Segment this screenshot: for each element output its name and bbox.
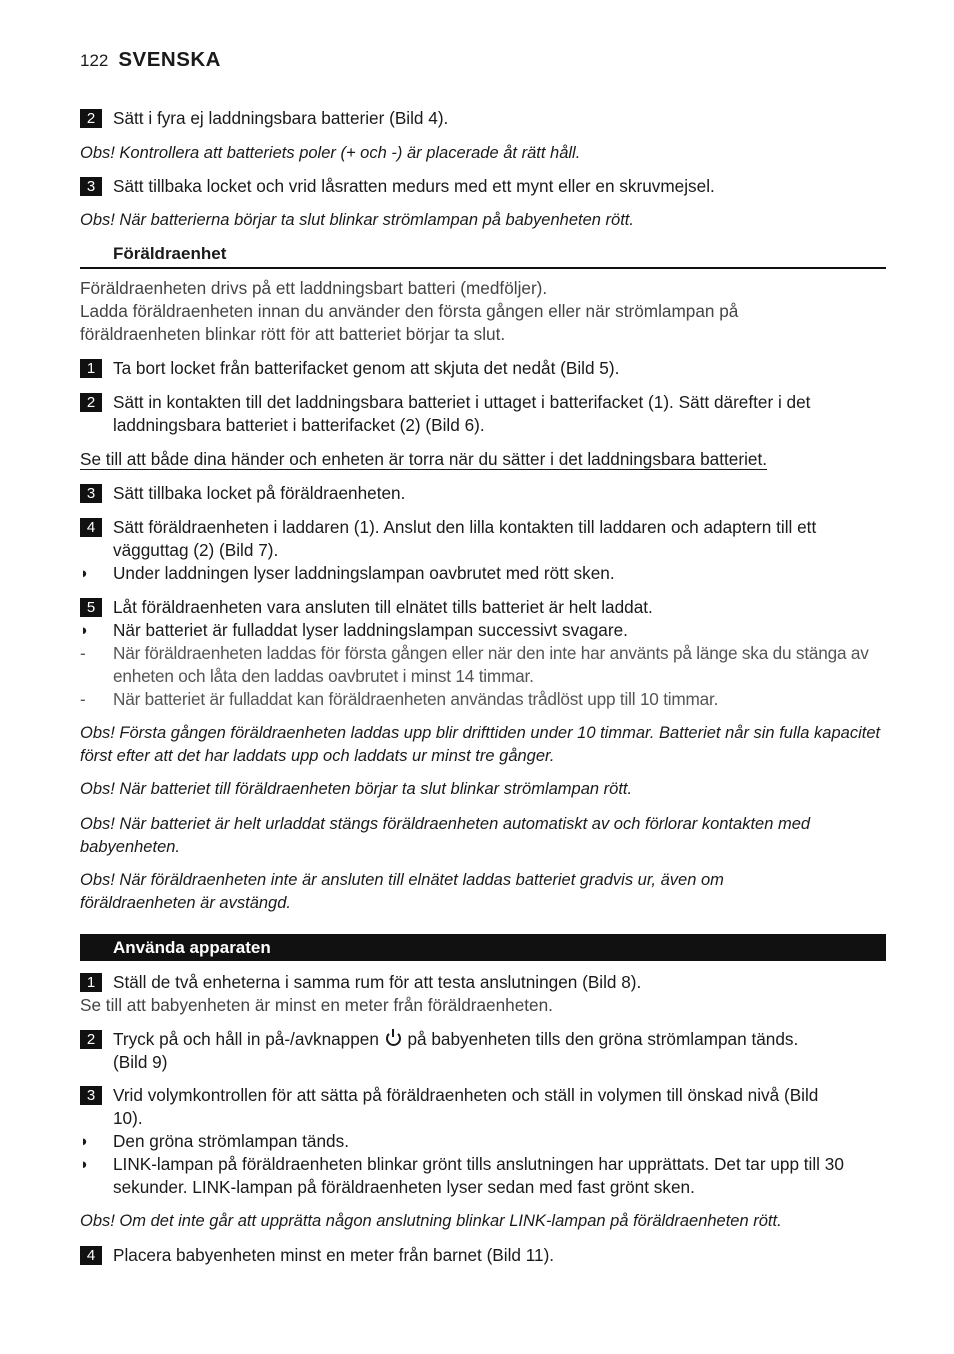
bullet-icon: ◗: [80, 565, 90, 582]
step-4-charger: [80, 516, 886, 562]
note: Obs! Om det inte går att upprätta någon anslutning blinkar LINK-lampan på föräldraenheten rött.: [80, 1212, 782, 1230]
result-bullet: ◗ Den gröna strömlampan tänds.: [80, 1131, 349, 1151]
step-text: Sätt tillbaka locket på föräldraenheten.: [113, 483, 406, 503]
step-number: 3: [80, 1086, 102, 1105]
note: Obs! Första gången föräldraenheten laddas upp blir drifttiden under 10 timmar. Batteriet når sin fulla kapacitet först efter att det har laddats upp och laddats ur minst tre gånger.: [80, 724, 881, 765]
step-number: 4: [80, 518, 102, 537]
dash-item: - När föräldraenheten laddas för första gången eller när den inte har använts på länge ska du stänga av enheten och låta den laddas oavbrutet i minst 14 timmar.: [80, 643, 869, 686]
bullet-icon: ◗: [80, 1133, 90, 1150]
step-1-remove-lid: [80, 357, 886, 380]
step-number: 4: [80, 1246, 102, 1265]
power-icon: [386, 1031, 401, 1046]
page-number: 122: [80, 51, 109, 70]
step-text: Placera babyenheten minst en meter från barnet (Bild 11).: [113, 1245, 555, 1265]
step-2-batteries: [80, 107, 886, 130]
step-text: Sätt i fyra ej laddningsbara batterier (Bild 4).: [113, 108, 449, 128]
step-5-mains: [80, 596, 886, 619]
section-heading-parent-unit: Föräldraenhet: [80, 242, 886, 269]
step-text: Tryck på och håll in på-/avknappen på babyenheten tills den gröna strömlampan tänds. (Bild 9): [113, 1029, 799, 1072]
note: Obs! När batterierna börjar ta slut blinkar strömlampan på babyenheten rött.: [80, 211, 634, 229]
step-text: Låt föräldraenheten vara ansluten till elnätet tills batteriet är helt laddat.: [113, 597, 653, 617]
step-4-distance: [80, 1244, 886, 1267]
step-text: Vrid volymkontrollen för att sätta på föräldraenheten och ställ in volymen till önskad nivå (Bild 10).: [113, 1085, 819, 1128]
step-text: Sätt tillbaka locket och vrid låsratten medurs med ett mynt eller en skruvmejsel.: [113, 176, 715, 196]
step-3-lid: [80, 175, 886, 198]
step-number: 2: [80, 1030, 102, 1049]
note: Obs! När batteriet är helt urladdat stängs föräldraenheten automatiskt av och förlorar kontakten med babyenheten.: [80, 815, 811, 856]
step-number: 1: [80, 359, 102, 378]
step-2-insert-battery: [80, 391, 886, 437]
step-2-power-on: [80, 1028, 886, 1074]
intro-paragraph-2: Ladda föräldraenheten innan du använder den första gången eller när strömlampan på föräldraenheten blinkar rött för att batteriet börjar ta slut.: [80, 301, 739, 344]
note: Obs! Kontrollera att batteriets poler (+ och -) är placerade åt rätt håll.: [80, 144, 581, 162]
step-number: 5: [80, 598, 102, 617]
step-3-replace-lid: [80, 482, 886, 505]
step-number: 2: [80, 109, 102, 128]
step-text: Ställ de två enheterna i samma rum för att testa anslutningen (Bild 8).: [113, 972, 642, 992]
result-bullet: ◗ LINK-lampan på föräldraenheten blinkar grönt tills anslutningen har upprättats. Det tar upp till 30 sekunder. LINK-lampan på föräldraenheten lyser sedan med fast grönt sken.: [80, 1154, 844, 1197]
section-heading-using: Använda apparaten: [80, 934, 886, 961]
dash-item: - När batteriet är fulladdat kan föräldraenheten användas trådlöst upp till 10 timmar.: [80, 689, 719, 709]
bullet-icon: ◗: [80, 622, 90, 639]
language-title: SVENSKA: [118, 48, 221, 71]
page-header: [80, 48, 886, 74]
step-number: 1: [80, 973, 102, 992]
note: Obs! När batteriet till föräldraenheten börjar ta slut blinkar strömlampan rött.: [80, 780, 633, 798]
step-number: 2: [80, 393, 102, 412]
bullet-icon: ◗: [80, 1156, 90, 1173]
step-3-volume: [80, 1084, 886, 1130]
step-number: 3: [80, 177, 102, 196]
step-subtext: Se till att babyenheten är minst en meter från föräldraenheten.: [80, 995, 553, 1015]
dash-marker: -: [80, 689, 86, 709]
result-bullet: ◗ När batteriet är fulladdat lyser laddningslampan successivt svagare.: [80, 620, 628, 640]
step-text: Sätt in kontakten till det laddningsbara batteriet i uttaget i batterifacket (1). Sätt därefter i det laddningsbara batteriet i batterifacket (2) (Bild 6).: [113, 392, 811, 435]
step-text: Sätt föräldraenheten i laddaren (1). Anslut den lilla kontakten till laddaren och adaptern till ett vägguttag (2) (Bild 7).: [113, 517, 817, 560]
intro-paragraph-1: Föräldraenheten drivs på ett laddningsbart batteri (medföljer).: [80, 278, 548, 298]
step-1-same-room: [80, 971, 886, 994]
result-bullet: ◗ Under laddningen lyser laddningslampan oavbrutet med rött sken.: [80, 563, 615, 583]
step-number: 3: [80, 484, 102, 503]
step-text: Ta bort locket från batterifacket genom att skjuta det nedåt (Bild 5).: [113, 358, 620, 378]
warning-text: Se till att både dina händer och enheten är torra när du sätter i det laddningsbara batteriet.: [80, 449, 767, 469]
dash-marker: -: [80, 643, 86, 663]
note: Obs! När föräldraenheten inte är ansluten till elnätet laddas batteriet gradvis ur, även om föräldraenheten är avstängd.: [80, 871, 724, 912]
